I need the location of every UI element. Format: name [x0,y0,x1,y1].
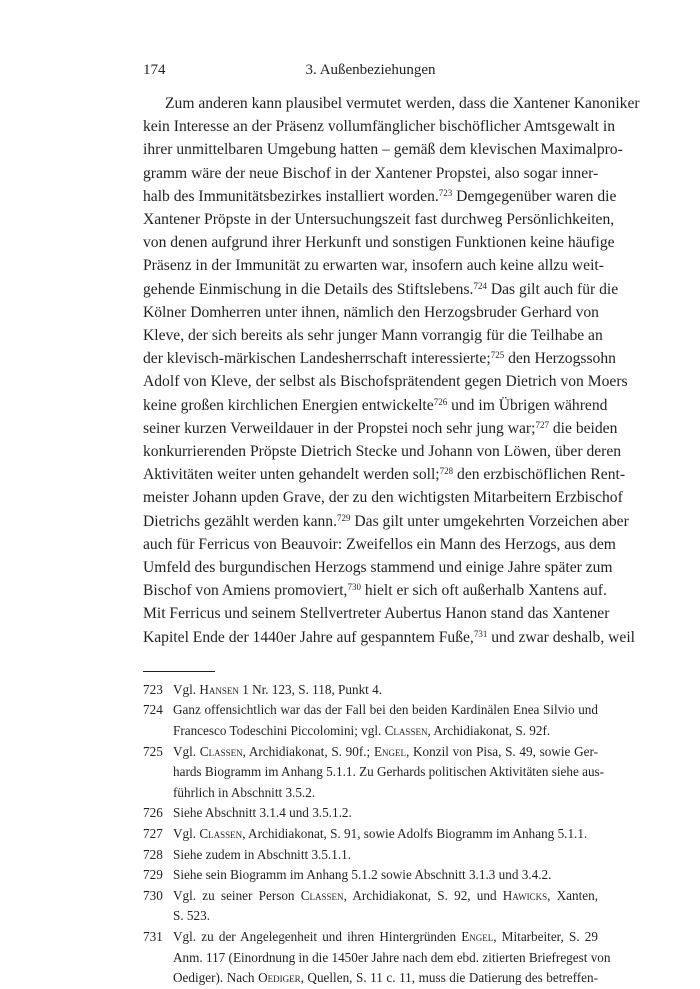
author-name: Hansen [199,681,239,697]
book-page [143,58,640,989]
body-line: von denen aufgrund ihrer Herkunft und sonstigen Funktionen keine häufige [143,234,615,252]
footnote-text: Ganz offensichtlich war das der Fall bei den beiden Kardinälen Enea Silvio und Francesco Todeschini Piccolomini; vgl. Classen, Archidiakonat, S. 92f. [173,702,598,739]
page-number: 174 [143,62,166,78]
body-line: konkurrierenden Pröpste Dietrich Stecke und Johann von Löwen, über deren [143,443,622,461]
body-line: Zum anderen kann plausibel vermutet werden, dass die Xantener Kanoniker [165,95,640,112]
footnote-number: 727 [143,826,163,842]
author-name: Oediger [258,970,301,986]
footnote-item [143,865,598,886]
footnote-text: Vgl. zu der Angelegenheit und ihren Hintergründen Engel, Mitarbeiter, S. 29 Anm. 117 (Einordnung in die 1450er Jahre nach dem ebd. zitierten Briefregest von Oediger). Nach Oediger, Quellen, S. 11 c. 11, muss die Datierung des betreffen- [173,929,611,986]
body-line: Mit Ferricus und seinem Stellvertreter Aubertus Hanon stand das Xantener [143,605,610,623]
body-line: meister Johann upden Grave, der zu den wichtigsten Mitarbeitern Erzbischof [143,489,623,507]
body-line: Xantener Pröpste in der Untersuchungszeit fast durchweg Persönlichkeiten, [143,211,615,229]
footnotes [143,680,611,989]
author-name: Hawicks [502,887,548,903]
footnote-text: Siehe Abschnitt 3.1.4 und 3.5.1.2. [173,805,352,821]
footnote-reference[interactable]: 726 [433,396,448,407]
body-paragraph [143,92,640,649]
body-line: Kapitel Ende der 1440er Jahre auf gespanntem Fuße,$^{731}$ und zwar deshalb, weil [143,628,635,646]
body-line: der klevisch-märkischen Landesherrschaft interessierte;$^{725}$ den Herzogssohn [143,350,616,368]
body-line: Aktivitäten weiter unten gehandelt werden soll;$^{728}$ den erzbischöflichen Rent- [143,466,626,484]
footnote-number: 731 [143,929,163,944]
body-line: Präsenz in der Immunität zu erwarten war, insofern auch keine allzu weit- [143,257,604,275]
chapter-title: 3. Außenbeziehungen [305,62,436,78]
body-line: gehende Einmischung in die Details des Stiftslebens.$^{724}$ Das gilt auch für die [143,280,619,298]
body-line: Kleve, der sich bereits als sehr junger Mann vorrangig für die Teilhabe an [143,327,603,345]
footnote-item [143,886,598,927]
footnote-text: Vgl. zu seiner Person Classen, Archidiakonat, S. 92, und Hawicks, Xanten, S. 523. [173,887,598,924]
footnote-item [143,700,598,741]
footnote-number: 725 [143,743,163,759]
author-name: Classen [199,743,243,759]
footnote-reference[interactable]: 725 [490,350,505,361]
footnote-item [143,927,611,989]
body-line: seiner kurzen Verweildauer in der Propstei noch sehr jung war;$^{727}$ die beiden [143,419,618,437]
author-name: Engel [461,929,494,944]
footnote-number: 724 [143,702,163,718]
footnote-text: Vgl. Classen, Archidiakonat, S. 91, sowie Adolfs Biogramm im Anhang 5.1.1. [173,826,588,842]
footnote-item [143,680,598,701]
footnote-text: Vgl. Hansen 1 Nr. 123, S. 118, Punkt 4. [173,681,383,697]
author-name: Classen [300,887,344,903]
footnote-reference[interactable]: 730 [347,582,361,593]
body-line: kein Interesse an der Präsenz vollumfänglicher bischöflicher Amtsgewalt in [143,118,615,136]
body-line: keine großen kirchlichen Energien entwickelte$^{726}$ und im Übrigen während [143,396,608,414]
footnote-reference[interactable]: 724 [473,280,487,291]
footnote-text: Siehe zudem in Abschnitt 3.5.1.1. [173,846,352,862]
footnote-item [143,845,598,866]
body-line: ihrer unmittelbaren Umgebung hatten – gemäß dem klevischen Maximalpro- [143,141,623,159]
footnote-text: Vgl. Classen, Archidiakonat, S. 90f.; Engel, Konzil von Pisa, S. 49, sowie Ger- hards Biogramm im Anhang 5.1.1. Zu Gerhards politischen Aktivitäten siehe aus- führlich in Abschnitt 3.5.2. [173,743,605,800]
footnote-text: Siehe sein Biogramm im Anhang 5.1.2 sowie Abschnitt 3.1.3 und 3.4.2. [173,867,552,883]
body-line: gramm wäre der neue Bischof in der Xantener Propstei, also sogar inner- [143,164,599,182]
footnote-number: 728 [143,846,163,862]
author-name: Classen [199,826,243,842]
body-line: Dietrichs gezählt werden kann.$^{729}$ Das gilt unter umgekehrten Vorzeichen aber [143,512,629,530]
footnote-item [143,803,598,824]
body-line: auch für Ferricus von Beauvoir: Zweifellos ein Mann des Herzogs, aus dem [143,535,616,553]
footnote-item [143,742,605,804]
footnote-number: 730 [143,887,163,903]
footnote-reference[interactable]: 728 [439,466,454,477]
body-line: Umfeld des burgundischen Herzogs stammend und einige Jahre später zum [143,559,613,577]
author-name: Engel [373,743,406,759]
body-line: Kölner Domherren unter ihnen, nämlich den Herzogsbruder Gerhard von [143,303,599,321]
body-line: Bischof von Amiens promoviert,$^{730}$ hielt er sich oft außerhalb Xantens auf. [143,582,607,600]
body-line: halb des Immunitätsbezirkes installiert worden.$^{723}$ Demgegenüber waren die [143,187,617,205]
author-name: Classen [384,723,428,739]
body-line: Adolf von Kleve, der selbst als Bischofsprätendent gegen Dietrich von Moers [143,373,628,391]
footnote-number: 729 [143,867,163,883]
running-head [143,58,598,82]
footnote-number: 723 [143,681,163,697]
footnote-reference[interactable]: 727 [535,419,549,430]
footnote-number: 726 [143,805,163,821]
footnote-item [143,824,598,845]
footnote-separator [143,671,215,672]
footnote-reference[interactable]: 731 [473,628,488,639]
footnote-reference[interactable]: 729 [336,512,351,523]
footnote-reference[interactable]: 723 [438,187,453,198]
